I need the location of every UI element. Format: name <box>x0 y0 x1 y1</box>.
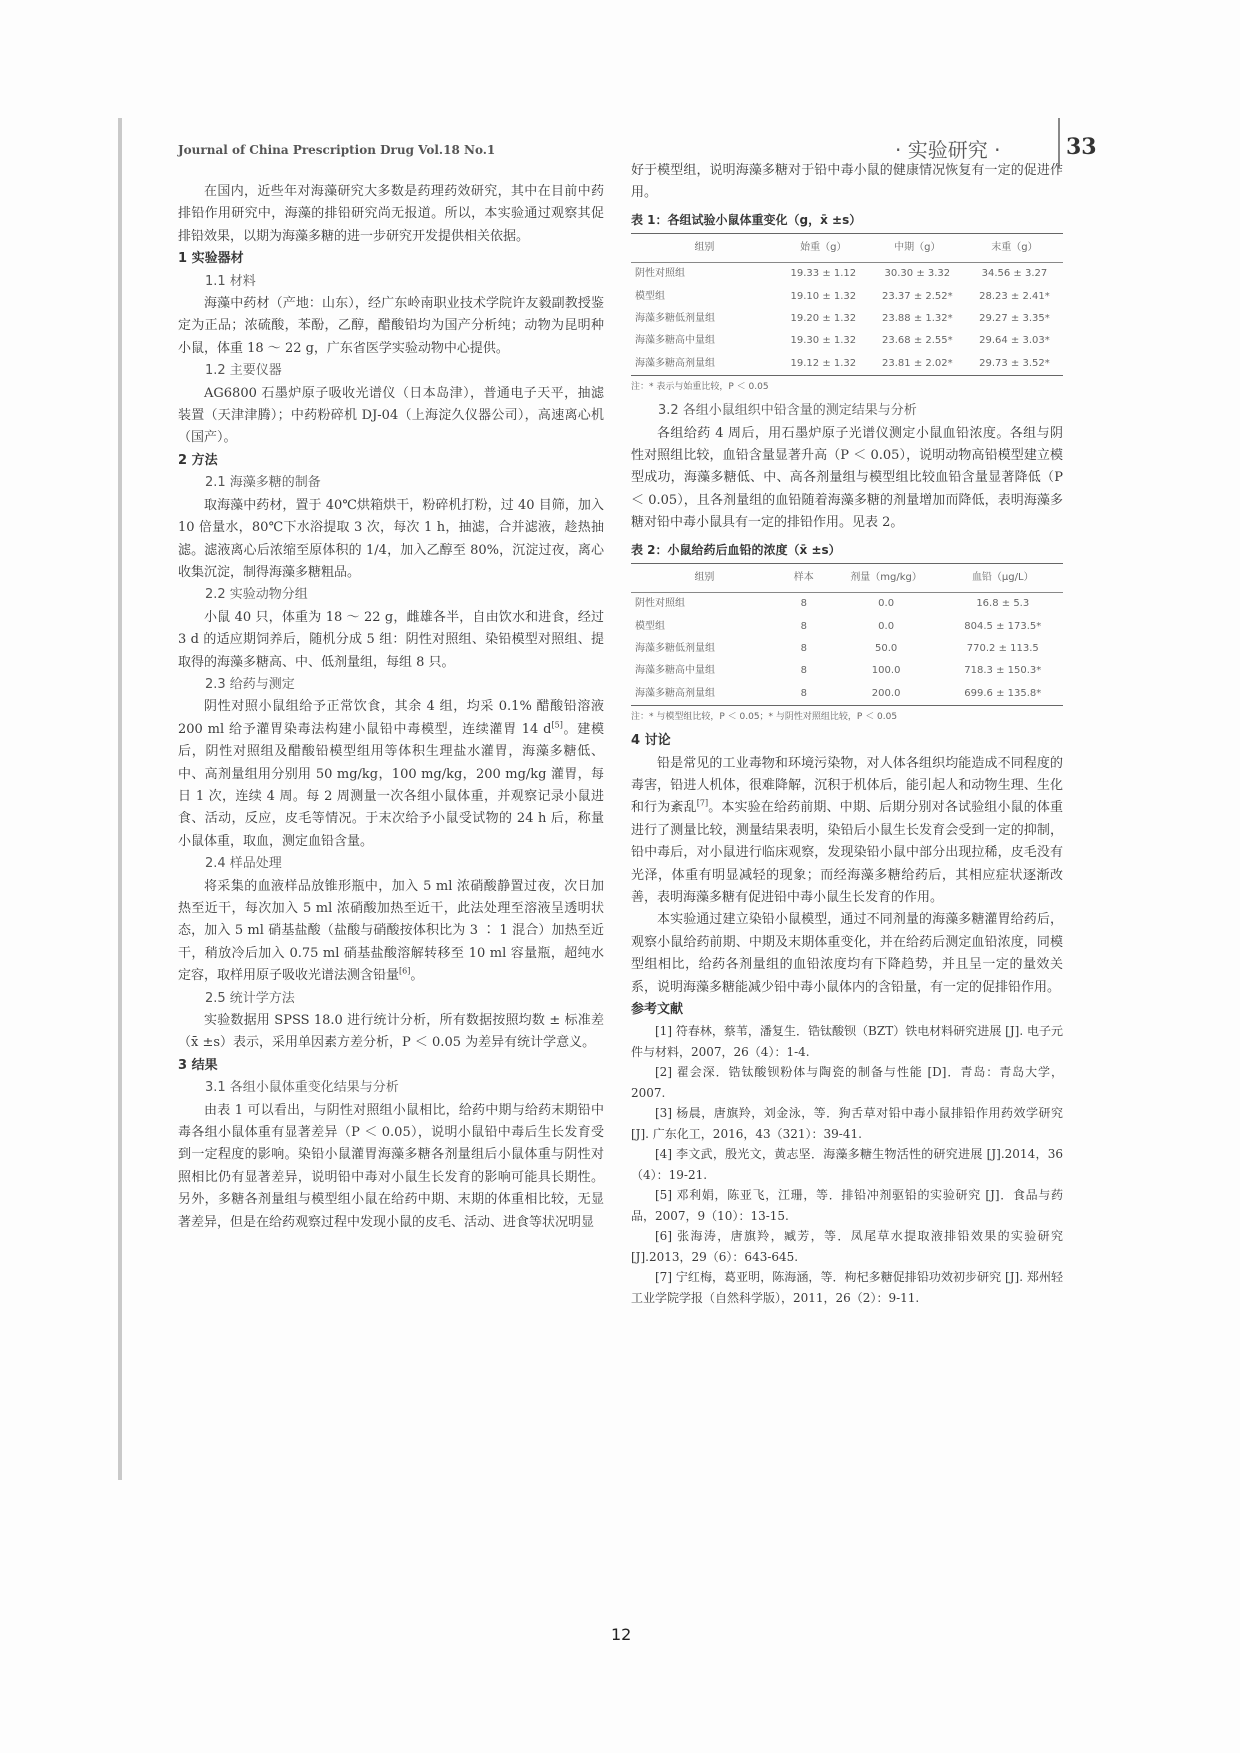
table-cell: 19.12 ± 1.32 <box>778 353 869 376</box>
subsection-heading: 2.5 统计学方法 <box>205 990 295 1006</box>
table-header-cell: 组别 <box>631 563 778 592</box>
table-row <box>631 638 1063 660</box>
table-cell: 8 <box>800 665 807 677</box>
journal-page-number: 33 <box>1066 134 1097 160</box>
table-cell: 29.27 ± 3.35* <box>979 313 1050 325</box>
table-cell: 100.0 <box>871 665 901 677</box>
paragraph-text: 铅是常见的工业毒物和环境污染物，对人体各组织均能造成不同程度的毒害，铅进人机体，很难降解，沉积于机体后，能引起人和动物生理、生化和行为紊乱 <box>631 755 1063 816</box>
paragraph: 本实验通过建立染铅小鼠模型，通过不同剂量的海藻多糖灌胃给药后，观察小鼠给药前期、中期及末期体重变化，并在给药后测定血铅浓度，同模型组相比，给药各剂量组的血铅浓度均有下降趋势，并且呈一定的量效关系，说明海藻多糖能减少铅中毒小鼠体内的含铅量，有一定的促排铅作用。 <box>631 912 1063 995</box>
table-cell: 海藻多糖高中量组 <box>635 335 715 347</box>
table-cell: 8 <box>800 598 807 610</box>
table2-title: 表 2：小鼠给药后血铅的浓度（x̄ ±s） <box>631 542 841 557</box>
paragraph <box>178 696 604 853</box>
reference-item: [5] 邓利娟，陈亚飞，江珊，等．排铅冲剂驱铅的实验研究 [J]．食品与药品，2007，9（10）：13-15. <box>631 1188 1063 1223</box>
table-cell: 8 <box>800 620 807 632</box>
references-heading: 参考文献 <box>631 1002 684 1017</box>
table-header-cell: 血铅（μg/L） <box>943 563 1063 592</box>
subsection-heading: 3.1 各组小鼠体重变化结果与分析 <box>205 1080 399 1096</box>
table-cell: 30.30 ± 3.32 <box>884 268 951 280</box>
table-cell: 海藻多糖低剂量组 <box>635 313 715 325</box>
table2 <box>631 563 1063 706</box>
table-row <box>631 593 1063 616</box>
table-row <box>631 330 1063 352</box>
journal-header: Journal of China Prescription Drug Vol.18 No.1 <box>178 143 496 157</box>
paragraph: 实验数据用 SPSS 18.0 进行统计分析，所有数据按照均数 ± 标准差（x̄ ±s）表示，采用单因素方差分析，P ＜ 0.05 为差异有统计学意义。 <box>178 1013 604 1051</box>
table-header-cell: 始重（g） <box>778 233 869 262</box>
paragraph: AG6800 石墨炉原子吸收光谱仪（日本岛津），普通电子天平，抽滤装置（天津津腾）；中药粉碎机 DJ-04（上海淀久仪器公司），高速离心机（国产）。 <box>178 385 604 446</box>
table-cell: 23.81 ± 2.02* <box>869 353 966 376</box>
table-row <box>631 263 1063 286</box>
table-row <box>631 660 1063 682</box>
paragraph: 好于模型组，说明海藻多糖对于铅中毒小鼠的健康情况恢复有一定的促进作用。 <box>631 163 1063 201</box>
subsection-heading: 1.1 材料 <box>205 273 256 289</box>
table-header-cell: 剂量（mg/kg） <box>830 563 943 592</box>
table-cell: 19.10 ± 1.32 <box>790 290 857 302</box>
table-row <box>631 353 1063 376</box>
table-header-cell: 中期（g） <box>869 233 966 262</box>
table-cell: 29.64 ± 3.03* <box>979 335 1050 347</box>
table-row <box>631 683 1063 706</box>
table-cell: 19.30 ± 1.32 <box>790 335 857 347</box>
table-cell: 718.3 ± 150.3* <box>964 665 1042 677</box>
table-header-row <box>631 233 1063 262</box>
table-cell: 19.20 ± 1.32 <box>790 313 857 325</box>
table-header-cell: 组别 <box>631 233 778 262</box>
table-cell: 699.6 ± 135.8* <box>943 683 1063 706</box>
section-heading: 4 讨论 <box>631 733 671 749</box>
paragraph: 取海藻中药材，置于 40℃烘箱烘干，粉碎机打粉，过 40 目筛，加入 10 倍量水，80℃下水浴提取 3 次，每次 1 h，抽滤，合并滤液，趁热抽滤。滤液离心后浓缩至原体积的 1/4，加入乙醇至 80%，沉淀过夜，离心收集沉淀，制得海藻多糖粗品。 <box>178 497 604 580</box>
reference-item: [6] 张海涛，唐旗羚，臧芳，等．凤尾草水提取液排铅效果的实验研究 [J].2013，29（6）：643-645. <box>631 1229 1063 1264</box>
intro-paragraph: 在国内，近些年对海藻研究大多数是药理药效研究，其中在目前中药排铅作用研究中，海藻的排铅研究尚无报道。所以，本实验通过观察其促排铅效果，以期为海藻多糖的进一步研究开发提供相关依据。 <box>178 184 604 244</box>
table-cell: 804.5 ± 173.5* <box>964 620 1042 632</box>
paragraph-text: 将采集的血液样品放锥形瓶中，加入 5 ml 浓硝酸静置过夜，次日加热至近干，每次加入 5 ml 浓硝酸加热至近干，此法处理至溶液呈透明状态，加入 5 ml 硝基盐酸（盐酸与硝酸按体积比为 3 ∶ 1 混合）加热至近干，稍放冷后加入 0.75 ml 硝基盐酸溶解转移至 10 ml 容量瓶，超纯水定容，取样用原子吸收光谱法测含铅量 <box>178 878 604 984</box>
paragraph: 海藻中药材（产地：山东），经广东岭南职业技术学院许友毅副教授鉴定为正品；浓硫酸，苯酚，乙醇，醋酸铅均为国产分析纯；动物为昆明种小鼠，体重 18 ～ 22 g，广东省医学实验动物中心提供。 <box>178 296 604 356</box>
paragraph <box>178 876 604 988</box>
table-cell: 34.56 ± 3.27 <box>981 268 1048 280</box>
paragraph <box>631 753 1063 910</box>
table-cell: 50.0 <box>874 642 898 654</box>
section-header: · 实验研究 · <box>895 138 1001 162</box>
table1-note: 注：* 表示与始重比较，P ＜ 0.05 <box>631 382 769 393</box>
reference-item: [1] 符春林，蔡苇，潘复生．锆钛酸钡（BZT）铁电材料研究进展 [J]. 电子元件与材料，2007，26（4）：1-4. <box>631 1024 1063 1059</box>
paragraph: 各组给药 4 周后，用石墨炉原子光谱仪测定小鼠血铅浓度。各组与阴性对照组比较，血铅含量显著升高（P ＜ 0.05），说明动物高铅模型建立模型成功，海藻多糖低、中、高各剂量组与模型组比较血铅含量显著降低（P ＜ 0.05），且各剂量组的血铅随着海藻多糖的剂量增加而降低，表明海藻多糖对铅中毒小鼠具有一定的排铅作用。见表 2。 <box>631 425 1063 531</box>
table-header-cell: 样本 <box>778 563 830 592</box>
table-cell: 28.23 ± 2.41* <box>979 290 1050 302</box>
paragraph-text: 。 <box>410 968 424 984</box>
table-cell: 阴性对照组 <box>635 268 685 280</box>
table-cell: 200.0 <box>830 683 943 706</box>
table-cell: 19.33 ± 1.12 <box>790 268 857 280</box>
table1-title: 表 1：各组试验小鼠体重变化（g，x̄ ±s） <box>631 212 862 227</box>
table-cell: 海藻多糖高剂量组 <box>631 353 778 376</box>
subsection-heading: 2.2 实验动物分组 <box>205 587 308 603</box>
table-cell: 阴性对照组 <box>635 598 685 610</box>
subsection-heading: 2.3 给药与测定 <box>205 676 295 692</box>
table-cell: 模型组 <box>635 290 665 302</box>
table-cell: 0.0 <box>878 598 895 610</box>
citation: [6] <box>399 966 411 976</box>
scan-shadow-edge <box>118 118 122 1480</box>
footer-page-number: 12 <box>611 1625 632 1644</box>
section-heading: 1 实验器材 <box>178 251 244 267</box>
table-cell: 8 <box>800 642 807 654</box>
table-cell: 0.0 <box>878 620 895 632</box>
paragraph-text: 阴性对照小鼠组给予正常饮食，其余 4 组，均采 0.1% 醋酸铅溶液 200 ml 给予灌胃染毒法构建小鼠铅中毒模型，连续灌胃 14 d <box>178 699 604 737</box>
reference-item: [2] 翟会深．锆钛酸钡粉体与陶瓷的制备与性能 [D]．青岛：青岛大学，2007. <box>631 1065 1063 1100</box>
table-cell: 29.73 ± 3.52* <box>966 353 1063 376</box>
table-cell: 23.88 ± 1.32* <box>882 313 953 325</box>
table-header-row <box>631 563 1063 592</box>
table-row <box>631 286 1063 308</box>
table-cell: 23.37 ± 2.52* <box>882 290 953 302</box>
citation: [7] <box>696 799 709 809</box>
table1 <box>631 233 1063 376</box>
table-cell: 770.2 ± 113.5 <box>966 642 1039 654</box>
subsection-heading: 2.1 海藻多糖的制备 <box>205 475 321 491</box>
table-cell: 8 <box>778 683 830 706</box>
paragraph: 由表 1 可以看出，与阴性对照组小鼠相比，给药中期与给药末期铅中毒各组小鼠体重有显著差异（P ＜ 0.05），说明小鼠铅中毒后生长发育受到一定程度的影响。染铅小鼠灌胃海藻多糖各剂量组后小鼠体重与阴性对照相比仍有显著差异，说明铅中毒对小鼠生长发育的影响可能具长期性。另外，多糖各剂量组与模型组小鼠在给药中期、末期的体重相比较，无显著差异，但是在给药观察过程中发现小鼠的皮毛、活动、进食等状况明显 <box>178 1102 604 1230</box>
paragraph: 小鼠 40 只，体重为 18 ～ 22 g，雌雄各半，自由饮水和进食，经过 3 d 的适应期饲养后，随机分成 5 组：阴性对照组、染铅模型对照组、提取得的海藻多糖高、中、低剂量组，每组 8 只。 <box>178 609 604 670</box>
subsection-heading: 1.2 主要仪器 <box>205 363 282 379</box>
section-heading: 3 结果 <box>178 1057 218 1073</box>
table-cell: 16.8 ± 5.3 <box>976 598 1030 610</box>
table-cell: 23.68 ± 2.55* <box>882 335 953 347</box>
reference-item: [7] 宁红梅，葛亚明，陈海涵，等．枸杞多糖促排铅功效初步研究 [J]. 郑州轻工业学院学报（自然科学版），2011，26（2）：9-11. <box>631 1270 1063 1305</box>
table2-note: 注：* 与模型组比较，P ＜ 0.05；* 与阴性对照组比较，P ＜ 0.05 <box>631 712 898 723</box>
subsection-heading: 2.4 样品处理 <box>205 856 282 872</box>
reference-item: [4] 李文武，殷光文，黄志坚．海藻多糖生物活性的研究进展 [J].2014，36（4）：19-21. <box>631 1147 1063 1182</box>
subsection-heading: 3.2 各组小鼠组织中铅含量的测定结果与分析 <box>658 403 917 419</box>
table-cell: 模型组 <box>635 620 665 632</box>
table-row <box>631 308 1063 330</box>
reference-item: [3] 杨晨，唐旗羚，刘金泳，等．狗舌草对铅中毒小鼠排铅作用药效学研究 [J]. 广东化工，2016，43（321）：39-41. <box>631 1106 1063 1141</box>
paragraph-text: 。本实验在给药前期、中期、后期分别对各试验组小鼠的体重进行了测量比较，测量结果表明，染铅后小鼠生长发育会受到一定的抑制，铅中毒后，对小鼠进行临床观察，发现染铅小鼠中部分出现拉稀，皮毛没有光泽，体重有明显减轻的现象；而经海藻多糖给药后，其相应症状逐渐改善，表明海藻多糖有促进铅中毒小鼠生长发育的作用。 <box>631 800 1063 905</box>
citation: [5] <box>551 720 563 730</box>
table-row <box>631 616 1063 638</box>
table-cell: 海藻多糖高剂量组 <box>631 683 778 706</box>
paragraph-text: 。建模后，阴性对照组及醋酸铅模型组用等体积生理盐水灌胃，海藻多糖低、中、高剂量组用分别用 50 mg/kg，100 mg/kg，200 mg/kg 灌胃，每日 1 次，连续 4 周。每 2 周测量一次各组小鼠体重，并观察记录小鼠进食、活动，反应，皮毛等情况。于末次给予小鼠受试物的 24 h 后，称量小鼠体重，取血，测定血铅含量。 <box>178 721 604 849</box>
table-header-cell: 末重（g） <box>966 233 1063 262</box>
left-column <box>178 181 604 1234</box>
table-cell: 海藻多糖高中量组 <box>635 665 715 677</box>
right-column <box>631 160 1063 1308</box>
table-cell: 海藻多糖低剂量组 <box>635 642 715 654</box>
section-heading: 2 方法 <box>178 452 218 468</box>
